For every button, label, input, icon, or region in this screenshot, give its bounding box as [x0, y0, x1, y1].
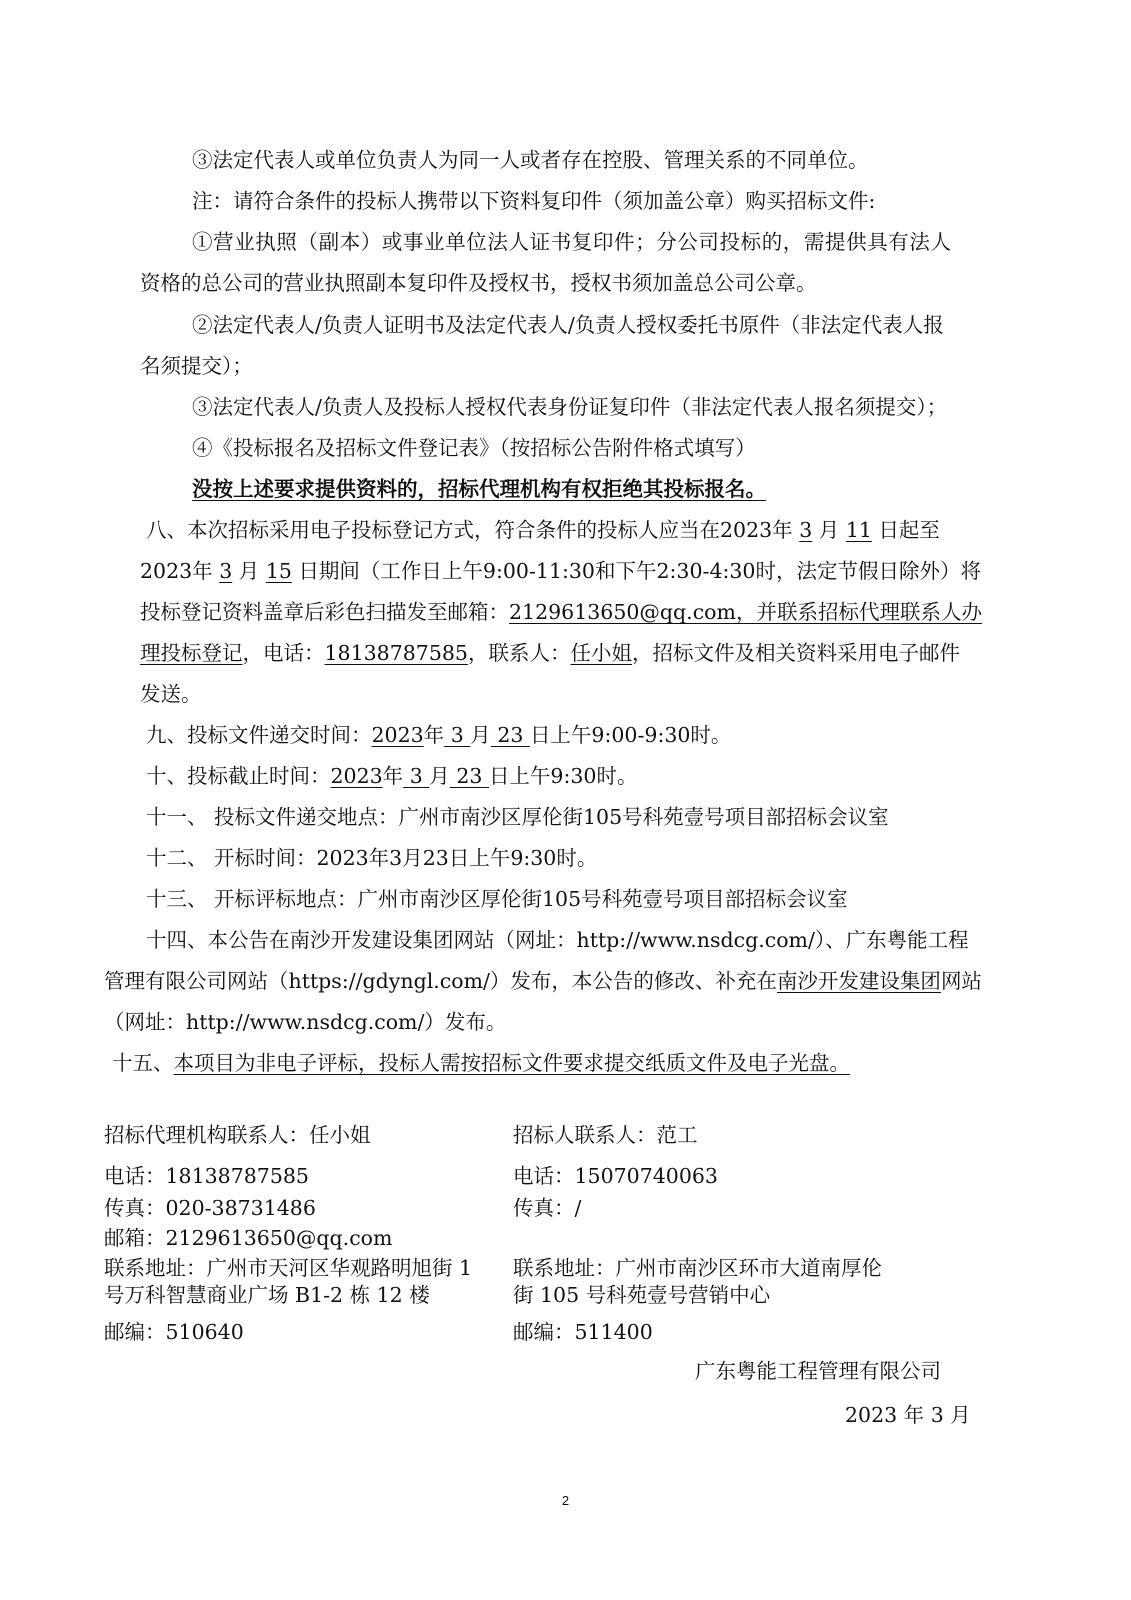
section-14-line-2: 管理有限公司网站（https://gdyngl.com/）发布，本公告的修改、补充在南沙开发建设集团网站 [104, 969, 982, 993]
section-13: 十三、 开标评标地点：广州市南沙区厚伦街105号科苑壹号项目部招标会议室 [146, 887, 848, 911]
section-8-line-4: 理投标登记，电话：18138787585，联系人：任小姐，招标文件及相关资料采用电子邮件 [140, 641, 960, 665]
agent-postcode: 邮编：510640 [104, 1320, 244, 1344]
agent-email: 邮箱：2129613650@qq.com [104, 1226, 393, 1250]
signature-company: 广东粤能工程管理有限公司 [695, 1359, 941, 1383]
section-12: 十二、 开标时间：2023年3月23日上午9:30时。 [146, 846, 598, 870]
tenderer-postcode: 邮编：511400 [513, 1320, 653, 1344]
agent-fax: 传真：020-38731486 [104, 1196, 316, 1220]
agent-contact-name: 招标代理机构联系人：任小姐 [104, 1123, 371, 1147]
item-legal-rep-proof-cont: 名须提交）； [140, 354, 253, 378]
section-14-line-3: （网址：http://www.nsdcg.com/）发布。 [104, 1010, 507, 1034]
item-legal-rep-proof: ②法定代表人/负责人证明书及法定代表人/负责人授权委托书原件（非法定代表人报 [192, 313, 944, 337]
tenderer-fax: 传真：/ [513, 1196, 582, 1220]
section-8-line-3: 投标登记资料盖章后彩色扫描发至邮箱：2129613650@qq.com，并联系招标代理联系人办 [140, 600, 982, 624]
section-9: 九、投标文件递交时间：2023年 3 月 23 日上午9:00-9:30时。 [146, 723, 732, 747]
agent-address-line-2: 号万科智慧商业广场 B1-2 栋 12 楼 [104, 1283, 430, 1307]
item-business-license-cont: 资格的总公司的营业执照副本复印件及授权书，授权书须加盖总公司公章。 [140, 271, 817, 295]
page-number: 2 [561, 1493, 570, 1508]
section-8-line-2: 2023年 3 月 15 日期间（工作日上午9:00-11:30和下午2:30-4:30时，法定节假日除外）将 [140, 559, 981, 583]
email-link: 2129613650@qq.com，并联系招标代理联系人办 [509, 600, 982, 624]
item-registration-form: ④《投标报名及招标文件登记表》（按招标公告附件格式填写） [192, 436, 756, 460]
section-15: 十五、本项目为非电子评标，投标人需按招标文件要求提交纸质文件及电子光盘。 [112, 1051, 850, 1075]
section-11: 十一、 投标文件递交地点：广州市南沙区厚伦街105号科苑壹号项目部招标会议室 [146, 805, 889, 829]
agent-phone: 电话：18138787585 [104, 1164, 309, 1188]
tenderer-address-line-1: 联系地址：广州市南沙区环市大道南厚伦 [513, 1256, 882, 1280]
item-business-license: ①营业执照（副本）或事业单位法人证书复印件；分公司投标的，需提供具有法人 [192, 230, 952, 254]
signature-date: 2023 年 3 月 [845, 1403, 971, 1427]
note-line: 注：请符合条件的投标人携带以下资料复印件（须加盖公章）购买招标文件: [192, 189, 876, 213]
item-3-related-units: ③法定代表人或单位负责人为同一人或者存在控股、管理关系的不同单位。 [192, 148, 869, 172]
section-8-line-5: 发送。 [140, 682, 202, 706]
agent-address-line-1: 联系地址：广州市天河区华观路明旭街 1 [104, 1256, 473, 1280]
warning-text: 没按上述要求提供资料的，招标代理机构有权拒绝其投标报名。 [192, 477, 766, 501]
section-10: 十、投标截止时间：2023年 3 月 23 日上午9:30时。 [146, 764, 638, 788]
section-14-line-1: 十四、本公告在南沙开发建设集团网站（网址：http://www.nsdcg.com/）、广东粤能工程 [146, 928, 969, 952]
tenderer-address-line-2: 街 105 号科苑壹号营销中心 [513, 1283, 771, 1307]
section-8-line-1: 八、本次招标采用电子投标登记方式，符合条件的投标人应当在2023年 3 月 11 日起至 [146, 518, 940, 542]
item-id-copy: ③法定代表人/负责人及投标人授权代表身份证复印件（非法定代表人报名须提交）； [192, 395, 948, 419]
tenderer-contact-name: 招标人联系人：范工 [513, 1123, 698, 1147]
tenderer-phone: 电话：15070740063 [513, 1164, 718, 1188]
